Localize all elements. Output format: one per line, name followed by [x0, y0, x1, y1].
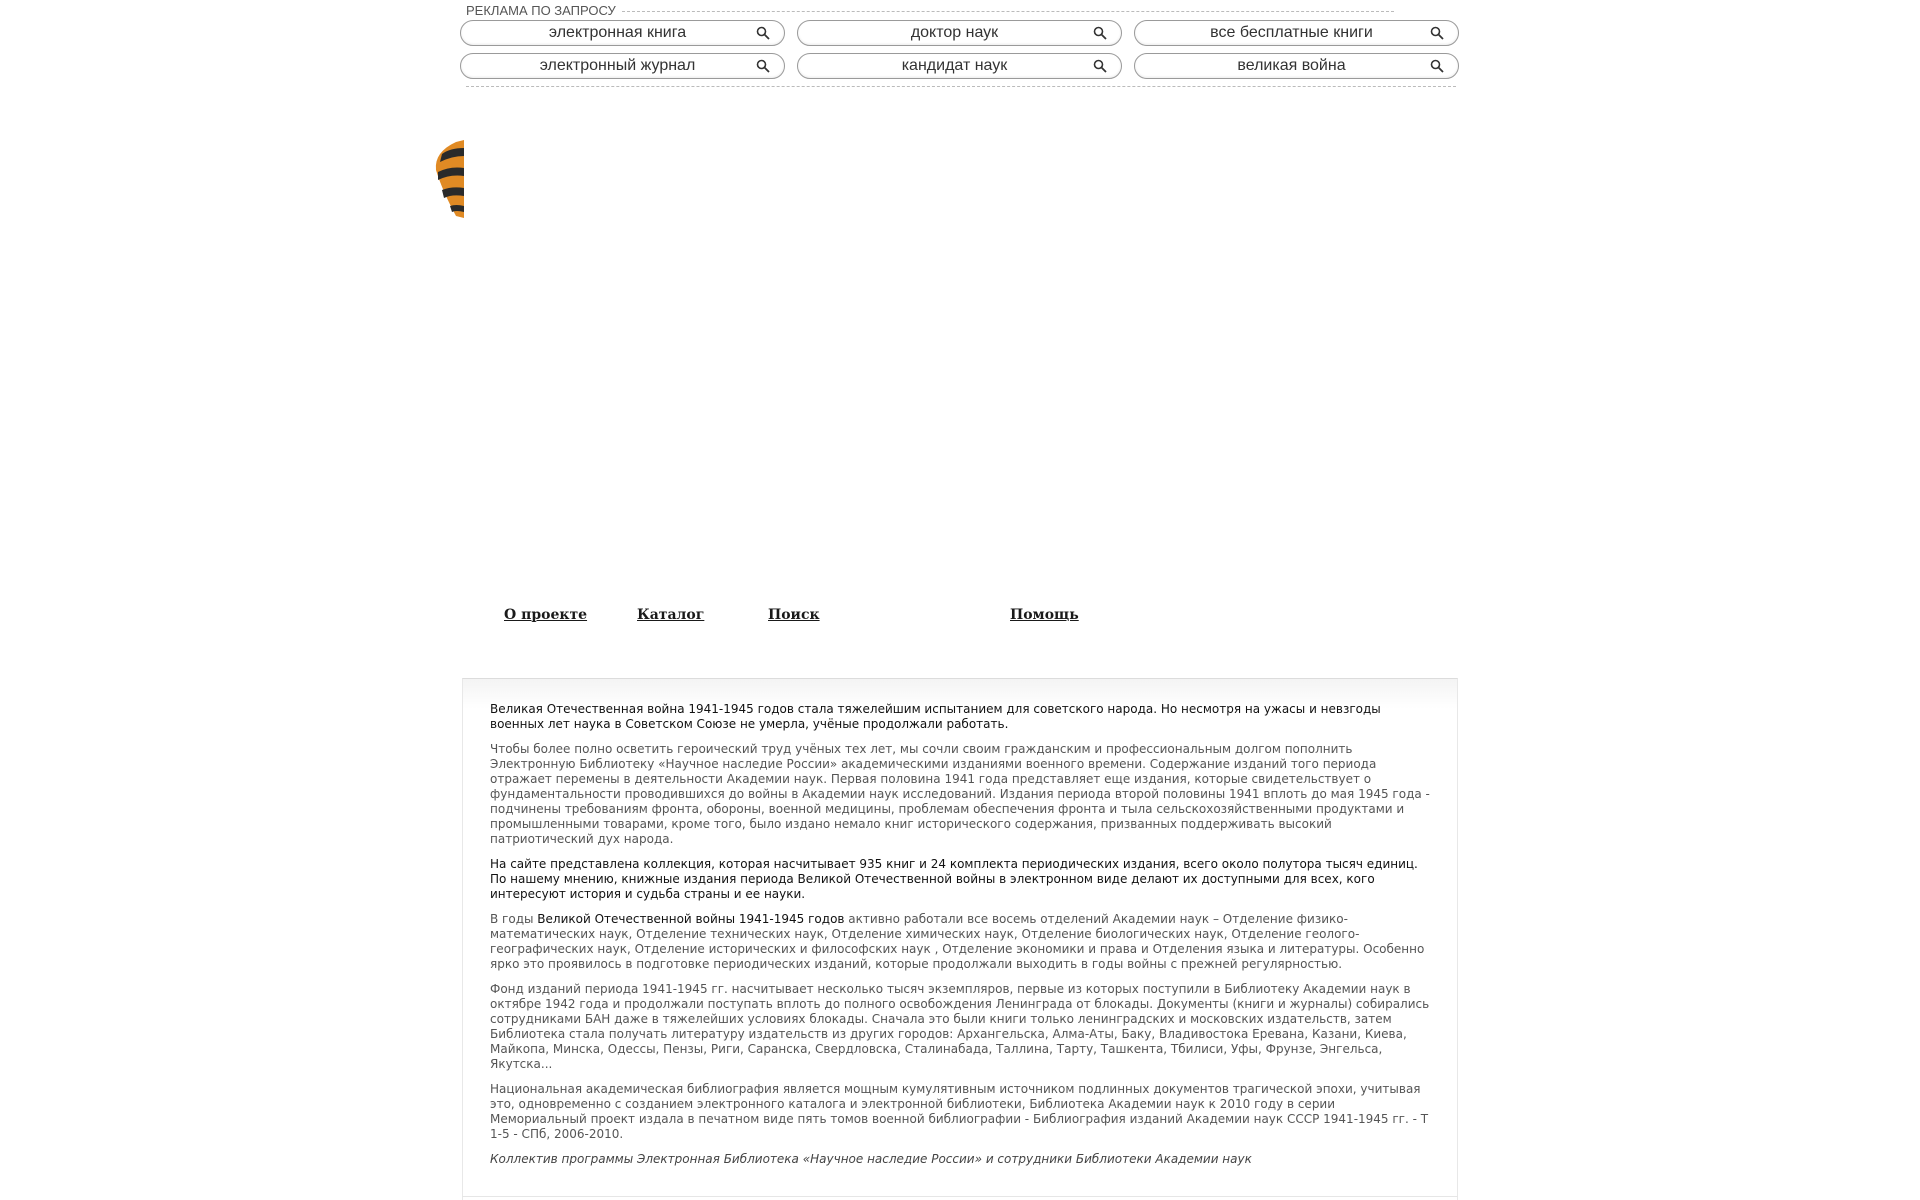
- ad-header-label: РЕКЛАМА ПО ЗАПРОСУ: [466, 2, 616, 18]
- article-paragraph-fund: Фонд изданий периода 1941-1945 гг. насчитывает несколько тысяч экземпляров, первые из которых поступили в Библиотеку Академии наук в октябре 1942 года и продолжали поступать вплоть до полного освобождения Ленинграда от блокады. Документы (книги и журналы) собирались сотрудниками БАН даже в тяжелейших условиях блокады. Сначала это были книги только ленинградских и московских издательств, затем Библиотека стала получать литературу издательств из других городов: Архангельска, Алма-Аты, Баку, Владивостока Еревана, Казани, Киева, Майкопа, Минска, Одессы, Пензы, Риги, Саранска, Свердловска, Сталинабада, Таллина, Тарту, Ташкента, Тбилиси, Уфы, Фрунзе, Энгельса, Якутска...: [490, 982, 1430, 1071]
- ad-header-divider: [622, 11, 1394, 12]
- article-signature: Коллектив программы Электронная Библиотека «Научное наследие России» и сотрудники Библиотеки Академии наук: [490, 1152, 1252, 1166]
- ad-chip-doctor[interactable]: доктор наук: [797, 20, 1122, 46]
- search-icon: [756, 26, 770, 40]
- nav-help[interactable]: Помощь: [1010, 607, 1079, 623]
- article-collection-info: На сайте представлена коллекция, которая насчитывает 935 книг и 24 комплекта периодических издания, всего около полутора тысяч единиц. По нашему мнению, книжные издания периода Великой Отечественной войны в электронном виде делают их доступными для всех, кого интересуют история и судьба страны и ее науки.: [490, 857, 1418, 901]
- ad-chip-candidate[interactable]: кандидат наук: [797, 53, 1122, 79]
- search-icon: [1093, 26, 1107, 40]
- ad-divider: [466, 86, 1456, 87]
- search-icon: [1093, 59, 1107, 73]
- search-icon: [1430, 59, 1444, 73]
- ad-chip-ebook[interactable]: электронная книга: [460, 20, 785, 46]
- article-paragraph-bibliography: Национальная академическая библиография является мощным кумулятивным источником подлинных документов трагической эпохи, учитывая это, одновременно с созданием электронного каталога и электронной библиотеки, Библиотека Академии наук к 2010 году в серии Мемориальный проект издала в печатном виде пять томов военной библиографии - Библиография изданий Академии наук СССР 1941-1945 гг. - Т 1-5 - СПб, 2006-2010.: [490, 1082, 1429, 1141]
- search-icon: [1430, 26, 1444, 40]
- nav-about[interactable]: О проекте: [504, 607, 588, 623]
- nav-catalog[interactable]: Каталог: [637, 607, 705, 623]
- ad-chip-free-books[interactable]: все бесплатные книги: [1134, 20, 1459, 46]
- article: [490, 702, 1430, 1177]
- ad-chip-ejournal[interactable]: электронный журнал: [460, 53, 785, 79]
- article-intro: Великая Отечественная война 1941-1945 годов стала тяжелейшим испытанием для советского народа. Но несмотря на ужасы и невзгоды военных лет наука в Советском Союзе не умерла, учёные продолжали работать.: [490, 702, 1381, 731]
- nav-search[interactable]: Поиск: [768, 607, 820, 623]
- st-george-ribbon-icon: [434, 140, 464, 220]
- article-paragraph: Чтобы более полно осветить героический труд учёных тех лет, мы сочли своим гражданским и профессиональным долгом пополнить Электронную Библиотеку «Научное наследие России» академическими изданиями военного времени. Содержание изданий того периода отражает перемены в деятельности Академии наук. Первая половина 1941 года представляет еще издания, которые свидетельствует о фундаментальности проводившихся до войны в Академии наук исследований. Издания периода второй половины 1941 вплоть до мая 1945 года - подчинены требованиям фронта, обороны, военной медицины, проблемам обеспечения фронта и тыла сельскохозяйственными продуктами и промышленными товарами, кроме того, было издано немало книг исторического содержания, призванных поддерживать высокий патриотический дух народа.: [490, 742, 1430, 846]
- highlight-link: Великой Отечественной войны 1941-1945 годов: [537, 912, 845, 926]
- search-icon: [756, 59, 770, 73]
- article-paragraph-departments: В годы Великой Отечественной войны 1941-1945 годов активно работали все восемь отделений Академии наук – Отделение физико-математических наук, Отделение технических наук, Отделение химических наук, Отделение биологических наук, Отделение геолого-географических наук, Отделение исторических и философских наук , Отделение экономики и права и Отделения языка и литературы. Особенно ярко это проявилось в подготовке периодических изданий, которые продолжали выходить в годы войны с прежней регулярностью.: [490, 912, 1425, 971]
- ad-chip-great-war[interactable]: великая война: [1134, 53, 1459, 79]
- ad-header: [466, 2, 1394, 18]
- panel-bottom-divider: [462, 1196, 1458, 1197]
